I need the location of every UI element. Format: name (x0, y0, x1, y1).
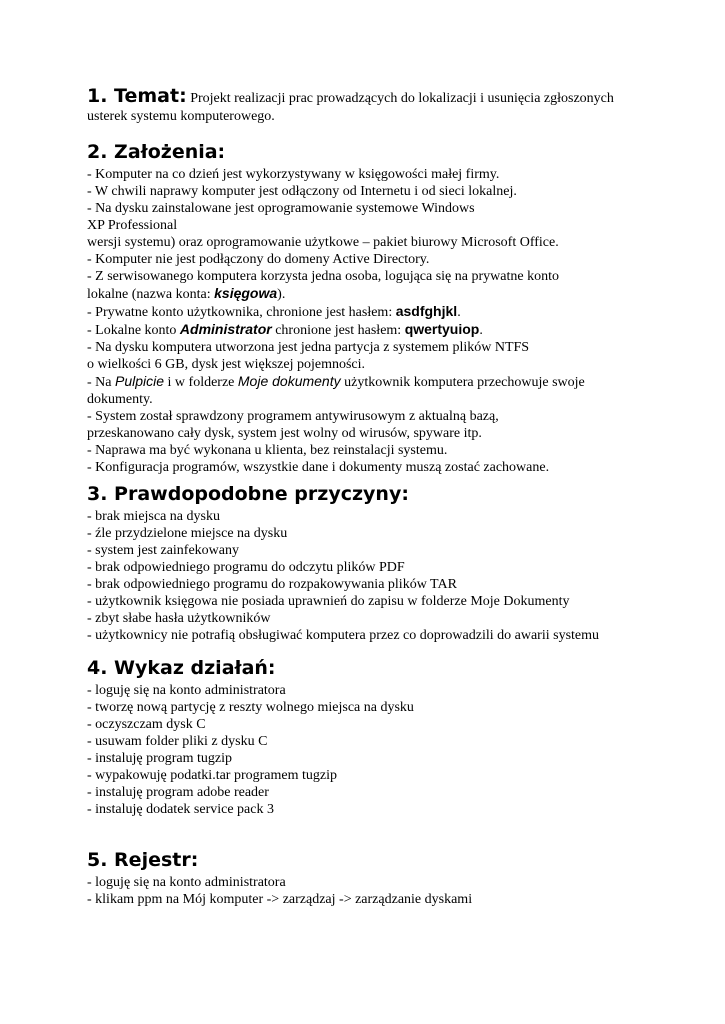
text-fragment: - Lokalne konto (87, 323, 180, 338)
assumption-line (87, 303, 585, 321)
text-fragment: - Prywatne konto użytkownika, chronione jest hasłem: (87, 305, 396, 320)
section-causes (87, 482, 599, 644)
log-heading: 5. Rejestr: (87, 849, 199, 871)
action-item: - instaluję dodatek service pack 3 (87, 802, 274, 817)
assumption-line: - Naprawa ma być wykonana u klienta, bez reinstalacji systemu. (87, 443, 448, 458)
desktop-term: Pulpicie (115, 373, 165, 389)
admin-password: qwertyuiop (404, 321, 480, 337)
cause-item: - użytkownicy nie potrafią obsługiwać komputera przez co doprowadzili do awarii systemu (87, 628, 600, 643)
text-fragment: użytkownik komputera przechowuje swoje (340, 375, 585, 390)
action-item: - instaluję program tugzip (87, 751, 233, 766)
action-item: - loguję się na konto administratora (87, 683, 286, 698)
assumption-line (87, 285, 585, 303)
my-documents-term: Moje dokumenty (237, 373, 341, 389)
assumption-line: wersji systemu) oraz oprogramowanie użytkowe – pakiet biurowy Microsoft Office. (87, 235, 559, 250)
text-fragment: - Na (87, 375, 115, 390)
cause-item: - zbyt słabe hasła użytkowników (87, 611, 271, 626)
user-password: asdfghjkl (395, 303, 458, 319)
cause-item: - brak odpowiedniego programu do odczytu plików PDF (87, 560, 405, 575)
cause-item: - system jest zainfekowany (87, 543, 240, 558)
assumption-line (87, 321, 585, 339)
topic-line (87, 84, 614, 108)
assumption-line: - Z serwisowanego komputera korzysta jedna osoba, logująca się na prywatne konto (87, 269, 559, 284)
section-actions (87, 656, 414, 818)
actions-heading: 4. Wykaz działań: (87, 657, 276, 679)
assumption-line: przeskanowano cały dysk, system jest wolny od wirusów, spyware itp. (87, 426, 482, 441)
section-assumptions (87, 140, 585, 476)
assumption-line: dokumenty. (87, 392, 153, 407)
admin-account-name: Administrator (179, 321, 272, 337)
assumption-line: - Na dysku komputera utworzona jest jedna partycja z systemem plików NTFS (87, 340, 530, 355)
assumption-line: - System został sprawdzony programem antywirusowym z aktualną bazą, (87, 409, 499, 424)
section-log (87, 848, 472, 908)
topic-heading: 1. Temat: (87, 85, 187, 107)
assumption-line: - Komputer na co dzień jest wykorzystywany w księgowości małej firmy. (87, 167, 500, 182)
action-item: - tworzę nową partycję z reszty wolnego miejsca na dysku (87, 700, 414, 715)
text-fragment: chronione jest hasłem: (271, 323, 405, 338)
text-fragment: ). (277, 287, 286, 302)
text-fragment: i w folderze (164, 375, 238, 390)
topic-text-2: usterek systemu komputerowego. (87, 109, 275, 124)
assumption-line: XP Professional (87, 218, 178, 233)
account-name: księgowa (214, 285, 278, 301)
causes-heading: 3. Prawdopodobne przyczyny: (87, 483, 409, 505)
text-fragment: lokalne (nazwa konta: (87, 287, 215, 302)
cause-item: - brak miejsca na dysku (87, 509, 220, 524)
assumption-line: - W chwili naprawy komputer jest odłączony od Internetu i od sieci lokalnej. (87, 184, 517, 199)
log-item: - klikam ppm na Mój komputer -> zarządzaj -> zarządzanie dyskami (87, 892, 473, 907)
action-item: - oczyszczam dysk C (87, 717, 206, 732)
assumption-line: - Na dysku zainstalowane jest oprogramowanie systemowe Windows (87, 201, 475, 216)
log-item: - loguję się na konto administratora (87, 875, 286, 890)
cause-item: - użytkownik księgowa nie posiada uprawnień do zapisu w folderze Moje Dokumenty (87, 594, 570, 609)
action-item: - usuwam folder pliki z dysku C (87, 734, 268, 749)
assumption-line: o wielkości 6 GB, dysk jest większej pojemności. (87, 357, 366, 372)
text-fragment: . (457, 305, 461, 320)
assumption-line: - Komputer nie jest podłączony do domeny Active Directory. (87, 252, 430, 267)
action-item: - wypakowuję podatki.tar programem tugzip (87, 768, 337, 783)
section-topic (87, 84, 614, 125)
assumptions-heading: 2. Założenia: (87, 141, 226, 163)
action-item: - instaluję program adobe reader (87, 785, 269, 800)
cause-item: - źle przydzielone miejsce na dysku (87, 526, 288, 541)
cause-item: - brak odpowiedniego programu do rozpakowywania plików TAR (87, 577, 457, 592)
assumption-line: - Konfiguracja programów, wszystkie dane i dokumenty muszą zostać zachowane. (87, 460, 550, 475)
text-fragment: . (479, 323, 483, 338)
topic-text-1: Projekt realizacji prac prowadzących do lokalizacji i usunięcia zgłoszonych (186, 91, 614, 106)
assumption-line (87, 373, 585, 391)
